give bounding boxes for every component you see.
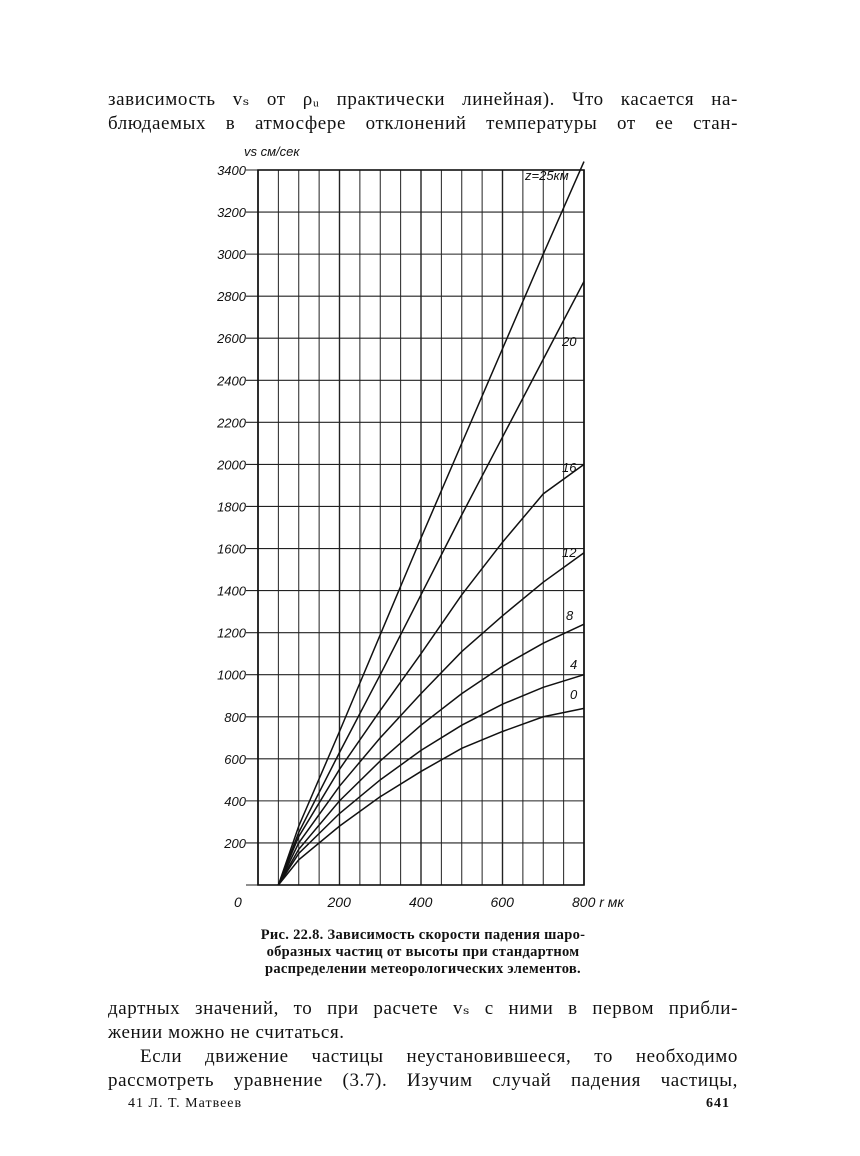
series-line-0 xyxy=(278,708,584,885)
series-line-z=25км xyxy=(278,162,584,885)
y-tick-label: 2600 xyxy=(217,331,246,347)
series-label: 4 xyxy=(570,657,578,672)
text-line: блюдаемых в атмосфере отклонений температуры от ее стан- xyxy=(108,113,738,134)
figure-caption: Рис. 22.8. Зависимость скорости падения шаро- xyxy=(260,927,586,943)
x-tick-label: 400 xyxy=(409,894,433,910)
y-tick-label: 1200 xyxy=(217,625,246,641)
footer-left: 41 Л. Т. Матвеев xyxy=(128,1096,243,1111)
figure-caption: образных частиц от высоты при стандартном xyxy=(266,944,580,960)
chart-series xyxy=(278,162,584,885)
y-tick-label: 1800 xyxy=(217,499,246,515)
text-line: рассмотреть уравнение (3.7). Изучим случай падения частицы, xyxy=(108,1070,738,1091)
y-tick-label: 2000 xyxy=(217,457,246,473)
y-tick-label: 2800 xyxy=(217,289,246,305)
series-label: 16 xyxy=(562,460,577,475)
text-line: зависимость vₛ от ρᵤ практически линейная). Что касается на- xyxy=(108,89,738,110)
text-line: жении можно не считаться. xyxy=(108,1022,345,1043)
series-label: z=25км xyxy=(525,168,569,183)
series-label: 20 xyxy=(562,334,577,349)
y-tick-label: 1600 xyxy=(217,541,246,557)
y-tick-label: 3400 xyxy=(217,163,246,178)
y-tick-label: 200 xyxy=(224,835,246,851)
y-axis-label: vs см/сек xyxy=(244,144,300,159)
y-tick-label: 3000 xyxy=(217,247,246,263)
y-tick-label: 3200 xyxy=(217,205,246,221)
y-tick-label: 2200 xyxy=(217,415,246,431)
series-label: 8 xyxy=(566,608,574,623)
text-line: дартных значений, то при расчете vₛ с ними в первом прибли- xyxy=(108,998,738,1019)
x-tick-label: 600 xyxy=(490,894,514,910)
y-tick-label: 2400 xyxy=(217,373,246,389)
velocity-chart xyxy=(200,138,640,918)
series-label: 12 xyxy=(562,545,577,560)
series-line-4 xyxy=(278,675,584,885)
y-tick-label: 800 xyxy=(224,709,246,725)
text-line: Если движение частицы неустановившееся, то необходимо xyxy=(140,1046,738,1067)
page-number: 641 xyxy=(706,1096,730,1111)
x-tick-label: 0 xyxy=(234,894,242,910)
y-tick-label: 1400 xyxy=(217,583,246,599)
y-tick-label: 400 xyxy=(224,793,246,809)
y-tick-label: 1000 xyxy=(217,667,246,683)
x-tick-label: 800 r мк xyxy=(572,894,625,910)
y-tick-label: 600 xyxy=(224,751,246,767)
figure-caption: распределении метеорологических элементов. xyxy=(265,961,581,977)
x-tick-label: 200 xyxy=(327,894,351,910)
series-label: 0 xyxy=(570,687,578,702)
series-line-8 xyxy=(278,624,584,885)
